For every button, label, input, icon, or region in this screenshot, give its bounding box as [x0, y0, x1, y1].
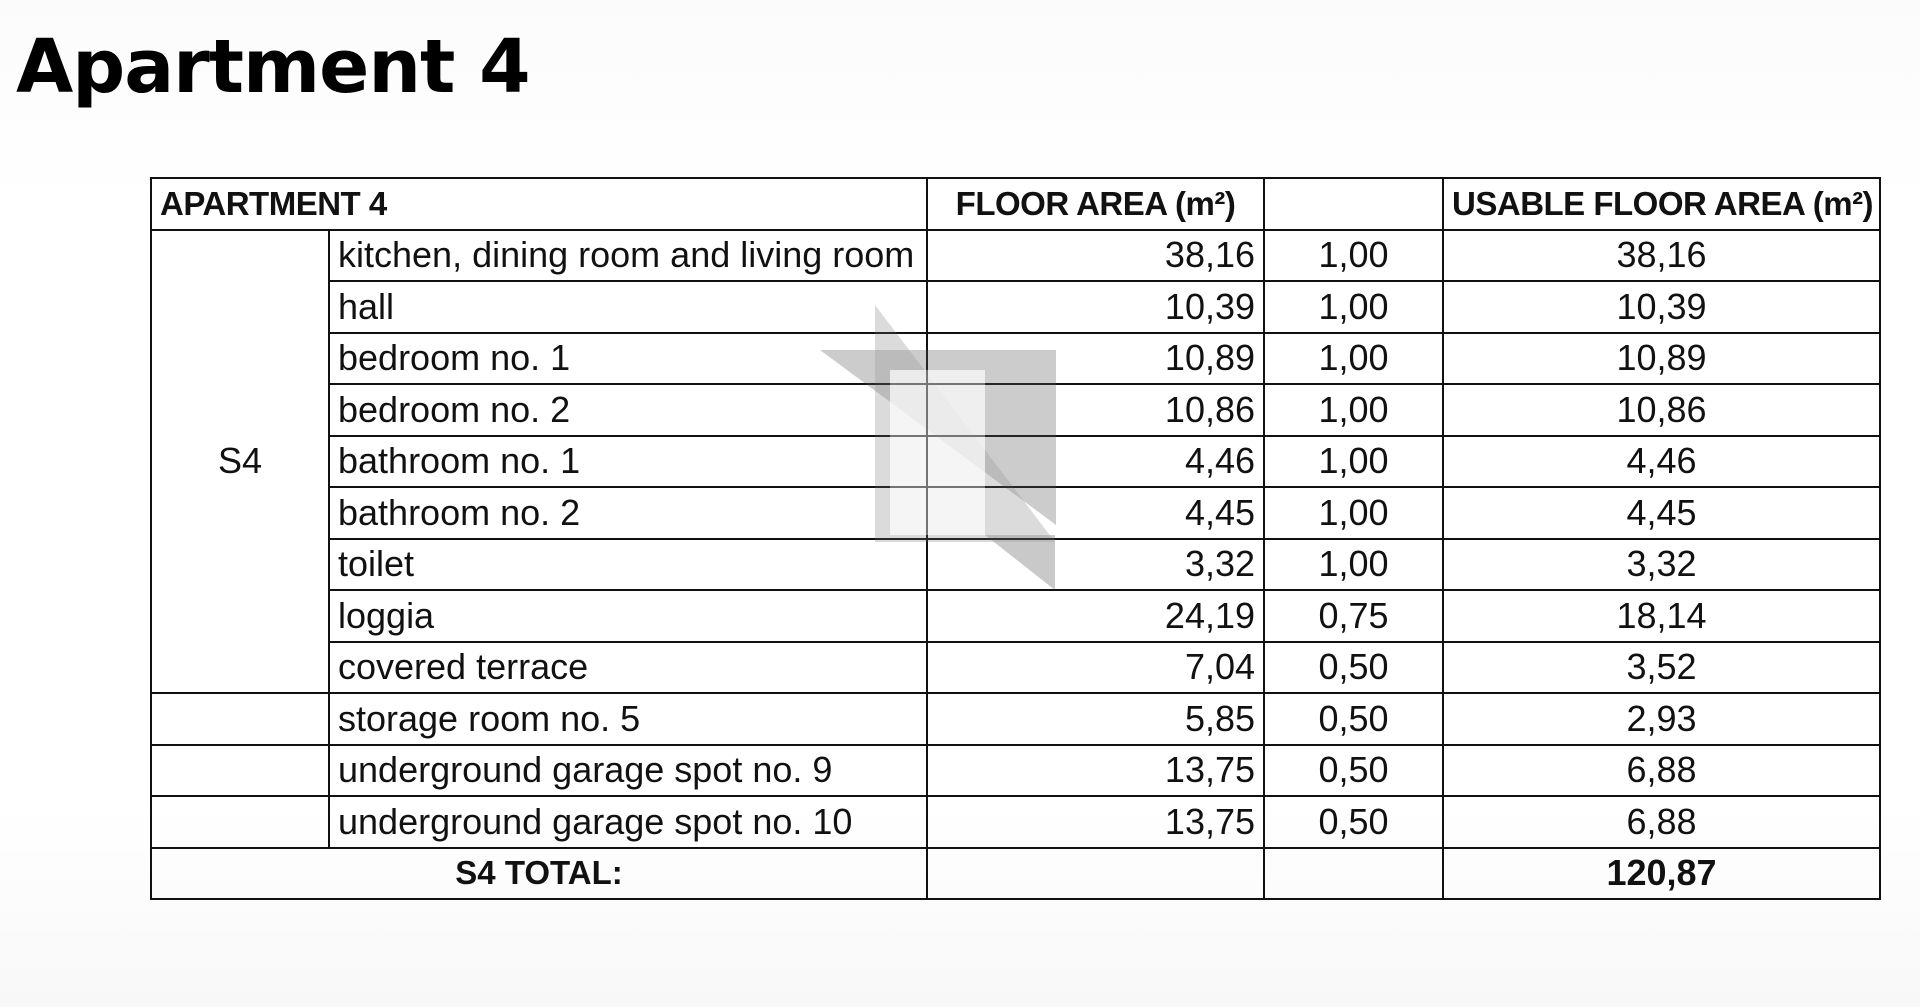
table-row	[151, 384, 1880, 436]
table-row	[151, 642, 1880, 694]
header-floor-area: FLOOR AREA (m²)	[927, 178, 1264, 230]
table-row	[151, 590, 1880, 642]
coefficient-value: 0,50	[1264, 745, 1443, 797]
floor-area-value: 24,19	[927, 590, 1264, 642]
group-label-s4: S4	[151, 230, 329, 694]
total-floor-area-empty	[927, 848, 1264, 900]
room-name: bedroom no. 1	[329, 333, 927, 385]
usable-area-value: 10,89	[1443, 333, 1880, 385]
floor-area-value: 3,32	[927, 539, 1264, 591]
empty-group-cell	[151, 693, 329, 745]
empty-group-cell	[151, 796, 329, 848]
table-row	[151, 539, 1880, 591]
room-name: underground garage spot no. 10	[329, 796, 927, 848]
coefficient-value: 1,00	[1264, 487, 1443, 539]
table-row	[151, 796, 1880, 848]
coefficient-value: 0,75	[1264, 590, 1443, 642]
total-label: S4 TOTAL:	[151, 848, 927, 900]
coefficient-value: 1,00	[1264, 281, 1443, 333]
table-row	[151, 281, 1880, 333]
room-name: hall	[329, 281, 927, 333]
coefficient-value: 0,50	[1264, 693, 1443, 745]
total-row	[151, 848, 1880, 900]
table-row	[151, 487, 1880, 539]
usable-area-value: 3,32	[1443, 539, 1880, 591]
room-name: kitchen, dining room and living room	[329, 230, 927, 282]
floor-area-value: 10,86	[927, 384, 1264, 436]
floor-area-value: 10,89	[927, 333, 1264, 385]
room-name: underground garage spot no. 9	[329, 745, 927, 797]
usable-area-value: 38,16	[1443, 230, 1880, 282]
usable-area-value: 4,45	[1443, 487, 1880, 539]
usable-area-value: 4,46	[1443, 436, 1880, 488]
usable-area-value: 2,93	[1443, 693, 1880, 745]
floor-area-value: 5,85	[927, 693, 1264, 745]
floor-area-value: 4,45	[927, 487, 1264, 539]
usable-area-value: 10,39	[1443, 281, 1880, 333]
coefficient-value: 1,00	[1264, 230, 1443, 282]
table-row	[151, 436, 1880, 488]
table-row	[151, 693, 1880, 745]
coefficient-value: 0,50	[1264, 796, 1443, 848]
header-apartment: APARTMENT 4	[151, 178, 927, 230]
floor-area-value: 7,04	[927, 642, 1264, 694]
coefficient-value: 1,00	[1264, 436, 1443, 488]
usable-area-value: 10,86	[1443, 384, 1880, 436]
usable-area-value: 18,14	[1443, 590, 1880, 642]
page-title: Apartment 4	[16, 24, 530, 110]
usable-area-value: 3,52	[1443, 642, 1880, 694]
room-name: bathroom no. 2	[329, 487, 927, 539]
empty-group-cell	[151, 745, 329, 797]
room-name: bedroom no. 2	[329, 384, 927, 436]
usable-area-value: 6,88	[1443, 745, 1880, 797]
floor-area-value: 13,75	[927, 796, 1264, 848]
room-name: toilet	[329, 539, 927, 591]
header-usable-floor-area: USABLE FLOOR AREA (m²)	[1443, 178, 1880, 230]
floor-area-value: 10,39	[927, 281, 1264, 333]
room-name: loggia	[329, 590, 927, 642]
floor-area-value: 4,46	[927, 436, 1264, 488]
room-name: bathroom no. 1	[329, 436, 927, 488]
coefficient-value: 1,00	[1264, 384, 1443, 436]
floor-area-value: 38,16	[927, 230, 1264, 282]
room-name: covered terrace	[329, 642, 927, 694]
floor-area-table	[150, 177, 1881, 900]
table-row	[151, 333, 1880, 385]
header-coefficient	[1264, 178, 1443, 230]
table-row	[151, 745, 1880, 797]
coefficient-value: 1,00	[1264, 539, 1443, 591]
table-header-row	[151, 178, 1880, 230]
floor-area-value: 13,75	[927, 745, 1264, 797]
coefficient-value: 0,50	[1264, 642, 1443, 694]
total-coefficient-empty	[1264, 848, 1443, 900]
coefficient-value: 1,00	[1264, 333, 1443, 385]
room-name: storage room no. 5	[329, 693, 927, 745]
total-usable-value: 120,87	[1443, 848, 1880, 900]
usable-area-value: 6,88	[1443, 796, 1880, 848]
table-row	[151, 230, 1880, 282]
